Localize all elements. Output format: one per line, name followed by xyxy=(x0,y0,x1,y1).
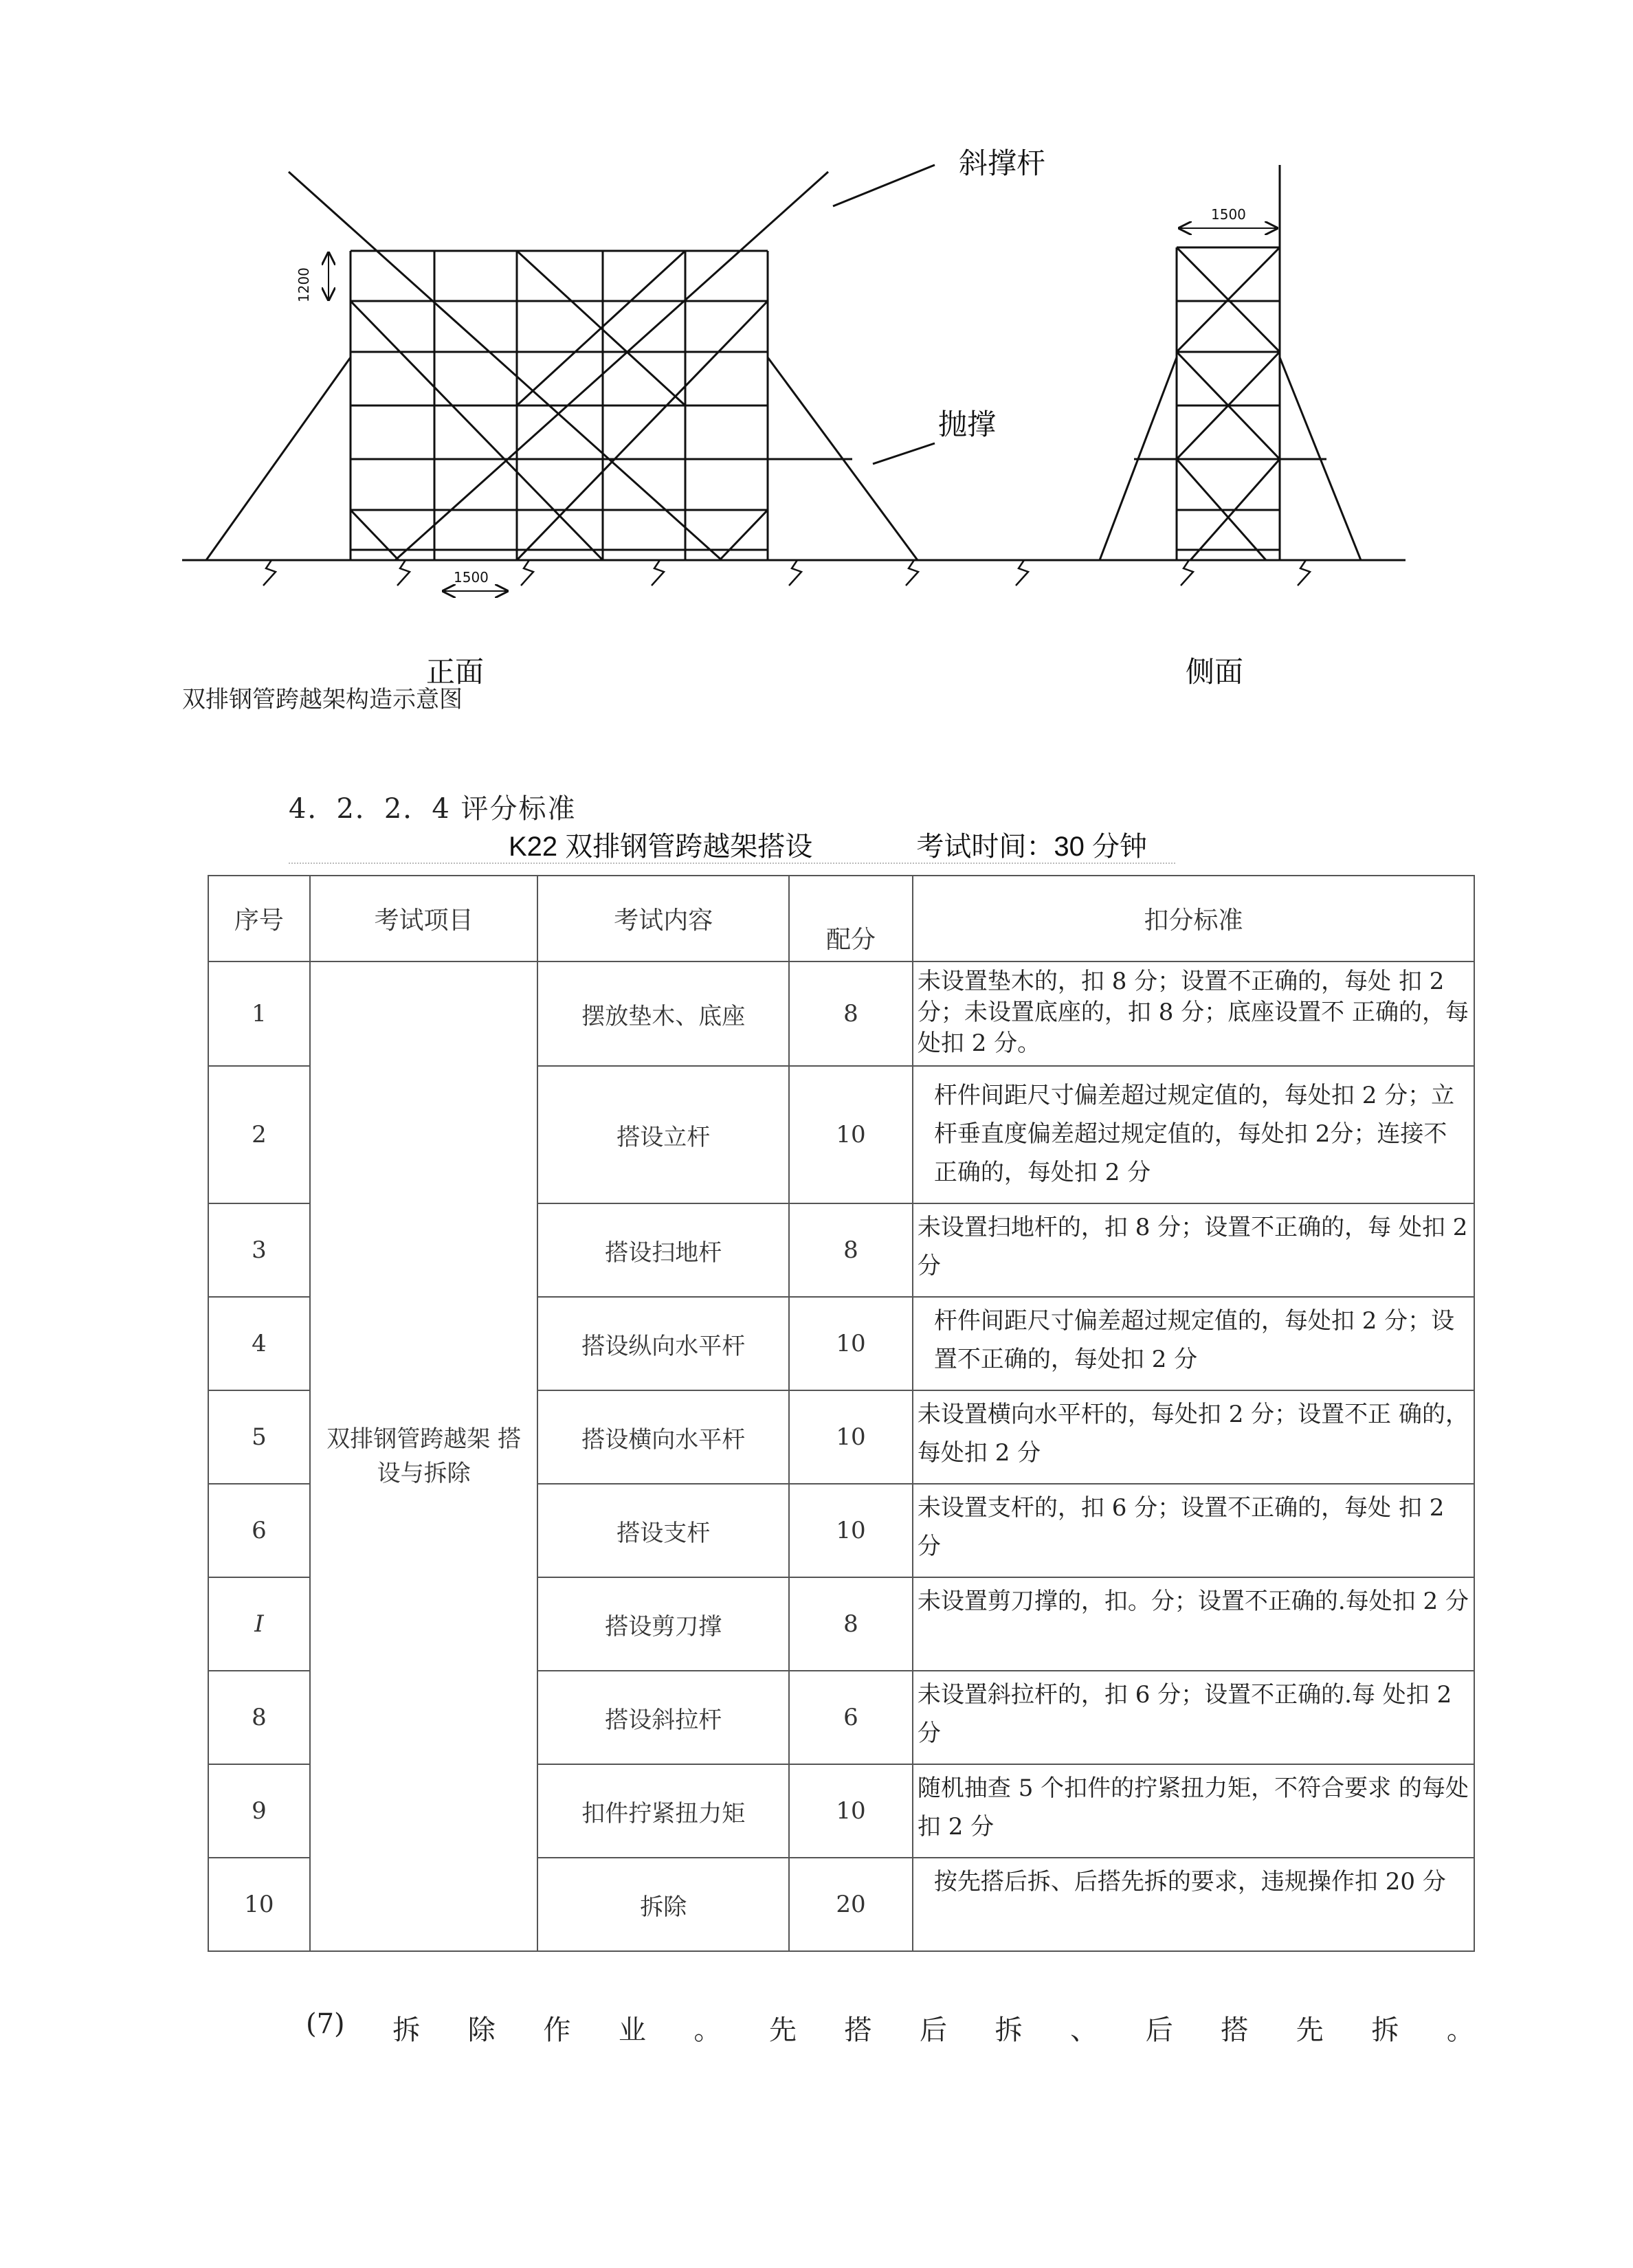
row-score: 10 xyxy=(789,1484,913,1577)
scaffold-drawing xyxy=(0,0,1633,722)
footer-char: 搭 xyxy=(1221,2014,1249,2046)
row-content: 摆放垫木、底座 xyxy=(537,961,789,1066)
diagonal-brace-left xyxy=(289,172,722,560)
footer-char: 业 xyxy=(618,2014,646,2046)
row-no: 5 xyxy=(208,1390,310,1484)
row-content: 扣件拧紧扭力矩 xyxy=(537,1764,789,1858)
table-title-time: 考试时间：30 分钟 xyxy=(916,832,1148,862)
label-front-view: 正面 xyxy=(426,655,485,689)
dimension-height: 1200 xyxy=(296,267,312,302)
row-content: 搭设横向水平杆 xyxy=(537,1390,789,1484)
row-criteria: 未设置垫木的，扣 8 分；设置不正确的，每处 扣 2 分；未设置底座的，扣 8 分；底座设置不 正确的，每处扣 2 分。 xyxy=(913,961,1474,1066)
row-criteria: 未设置斜拉杆的，扣 6 分；设置不正确的.每 处扣 2 分 xyxy=(913,1671,1474,1764)
title-rule xyxy=(289,863,1175,864)
scaffold-diagram xyxy=(0,0,1633,722)
header-content: 考试内容 xyxy=(537,876,789,961)
row-no: 4 xyxy=(208,1297,310,1390)
row-criteria: 未设置横向水平杆的，每处扣 2 分；设置不正 确的，每处扣 2 分 xyxy=(913,1390,1474,1484)
dimension-side-span: 1500 xyxy=(1211,206,1246,223)
row-score: 8 xyxy=(789,961,913,1066)
row-no: 3 xyxy=(208,1203,310,1297)
footer-char: 、 xyxy=(1070,2014,1098,2046)
row-no: 9 xyxy=(208,1764,310,1858)
table-header-row xyxy=(208,876,1474,961)
footer-char: 拆 xyxy=(1371,2014,1399,2046)
header-score: 配分 xyxy=(789,876,913,961)
row-score: 10 xyxy=(789,1066,913,1203)
row-no: I xyxy=(208,1577,310,1671)
side-frame xyxy=(1100,165,1361,560)
label-diagonal-brace: 斜撑杆 xyxy=(959,146,1046,180)
row-criteria: 杆件间距尺寸偏差超过规定值的，每处扣 2 分；设置不正确的，每处扣 2 分 xyxy=(913,1297,1474,1390)
row-score: 10 xyxy=(789,1764,913,1858)
row-no: 10 xyxy=(208,1858,310,1951)
row-no: 6 xyxy=(208,1484,310,1577)
row-content: 搭设立杆 xyxy=(537,1066,789,1203)
footer-char: 作 xyxy=(543,2014,571,2046)
front-frame xyxy=(206,172,918,560)
scoring-table xyxy=(208,875,1475,1952)
row-content: 搭设纵向水平杆 xyxy=(537,1297,789,1390)
header-criteria: 扣分标准 xyxy=(913,876,1474,961)
footer-char: 搭 xyxy=(844,2014,872,2046)
header-project: 考试项目 xyxy=(310,876,538,961)
row-score: 8 xyxy=(789,1203,913,1297)
row-score: 10 xyxy=(789,1390,913,1484)
label-outrigger: 抛撑 xyxy=(938,408,997,441)
table-title-name: K22 双排钢管跨越架搭设 xyxy=(509,832,813,862)
row-no: 1 xyxy=(208,961,310,1066)
row-score: 20 xyxy=(789,1858,913,1951)
leader-outrigger xyxy=(873,443,935,464)
project-cell: 双排钢管跨越架 搭设与拆除 xyxy=(310,961,538,1951)
row-score: 8 xyxy=(789,1577,913,1671)
footer-char: 拆 xyxy=(392,2014,421,2046)
row-content: 搭设扫地杆 xyxy=(537,1203,789,1297)
footer-char: 先 xyxy=(1296,2014,1324,2046)
ground-anchors xyxy=(263,560,1310,586)
row-criteria: 未设置扫地杆的，扣 8 分；设置不正确的，每 处扣 2 分 xyxy=(913,1203,1474,1297)
section-heading: 4．2．2．4 评分标准 xyxy=(289,793,577,825)
row-score: 10 xyxy=(789,1297,913,1390)
footer-char: 先 xyxy=(768,2014,797,2046)
row-content: 搭设斜拉杆 xyxy=(537,1671,789,1764)
row-criteria: 随机抽查 5 个扣件的拧紧扭力矩，不符合要求 的每处扣 2 分 xyxy=(913,1764,1474,1858)
table-row xyxy=(208,961,1474,1066)
outrigger-left xyxy=(206,357,351,560)
table-title xyxy=(509,825,1147,864)
leader-diagonal xyxy=(833,165,935,206)
footer-char: (7) xyxy=(306,2008,345,2040)
row-no: 2 xyxy=(208,1066,310,1203)
figure-caption: 双排钢管跨越架构造示意图 xyxy=(182,686,463,713)
row-criteria: 未设置剪刀撑的，扣。分；设置不正确的.每处扣 2 分 xyxy=(913,1577,1474,1671)
row-criteria: 按先搭后拆、后搭先拆的要求，违规操作扣 20 分 xyxy=(913,1858,1474,1951)
row-score: 6 xyxy=(789,1671,913,1764)
row-no: 8 xyxy=(208,1671,310,1764)
footer-char: 后 xyxy=(1145,2014,1173,2046)
dimension-front-span: 1500 xyxy=(454,569,489,586)
row-content: 搭设支杆 xyxy=(537,1484,789,1577)
footer-char: 后 xyxy=(920,2014,948,2046)
footer-char: 。 xyxy=(693,2014,722,2046)
row-content: 拆除 xyxy=(537,1858,789,1951)
row-criteria: 未设置支杆的，扣 6 分；设置不正确的，每处 扣 2 分 xyxy=(913,1484,1474,1577)
footer-paragraph xyxy=(306,2008,1474,2047)
row-content: 搭设剪刀撑 xyxy=(537,1577,789,1671)
footer-char: 拆 xyxy=(995,2014,1023,2046)
header-no: 序号 xyxy=(208,876,310,961)
footer-char: 。 xyxy=(1446,2014,1474,2046)
label-side-view: 侧面 xyxy=(1186,655,1244,689)
footer-char: 除 xyxy=(467,2014,496,2046)
diagonal-brace-right xyxy=(395,172,828,560)
row-criteria: 杆件间距尺寸偏差超过规定值的，每处扣 2 分；立杆垂直度偏差超过规定值的，每处扣 2分；连接不正确的，每处扣 2 分 xyxy=(913,1066,1474,1203)
